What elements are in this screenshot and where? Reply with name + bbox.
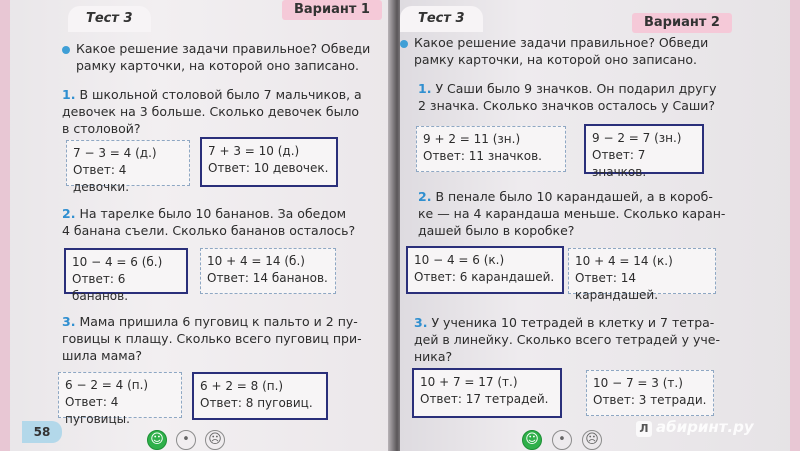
task-3-right: 3. У ученика 10 тетрадей в клетку и 7 тетра- дей в линейку. Сколько всего тетрадей у уче- ника? xyxy=(414,315,720,364)
test-label-right: Тест 3 xyxy=(400,6,483,32)
instructions-left: Какое решение задачи правильное? Обведи рамку карточки, на которой оно записано. xyxy=(62,40,370,74)
watermark: Л абиринт.ру xyxy=(636,418,754,437)
answer-card-circled[interactable]: 9 − 2 = 7 (зн.) Ответ: 7 значков. xyxy=(584,124,704,174)
test-label-left: Тест 3 xyxy=(68,6,151,32)
task-1-left: 1. В школьной столовой было 7 мальчиков, а девочек на 3 больше. Сколько девочек было в столовой? xyxy=(62,87,362,136)
answer-card-circled[interactable]: 7 + 3 = 10 (д.) Ответ: 10 девочек. xyxy=(200,137,338,187)
task-2-right: 2. В пенале было 10 карандашей, а в короб- ке — на 4 карандаша меньше. Сколько каран- дашей было в коробке? xyxy=(418,189,726,238)
smiley-sad-icon[interactable]: ☹ xyxy=(582,430,602,450)
bullet-icon xyxy=(400,40,408,48)
answer-card-circled[interactable]: 10 − 4 = 6 (к.) Ответ: 6 карандашей. xyxy=(406,246,564,294)
variant-label-left: Вариант 1 xyxy=(282,0,382,20)
smiley-sad-icon[interactable]: ☹ xyxy=(205,430,225,450)
answer-card[interactable]: 7 − 3 = 4 (д.) Ответ: 4 девочки. xyxy=(66,140,190,186)
answer-card[interactable]: 6 − 2 = 4 (п.) Ответ: 4 пуговицы. xyxy=(58,372,182,418)
instructions-right: Какое решение задачи правильное? Обведи рамку карточки, на которой оно записано. xyxy=(400,34,708,68)
smiley-neutral-icon[interactable]: • xyxy=(176,430,196,450)
answer-card-circled[interactable]: 6 + 2 = 8 (п.) Ответ: 8 пуговиц. xyxy=(192,372,328,420)
answer-card[interactable]: 10 + 4 = 14 (к.) Ответ: 14 карандашей. xyxy=(568,248,716,294)
right-page xyxy=(400,0,800,451)
task-1-right: 1. У Саши было 9 значков. Он подарил другу 2 значка. Сколько значков осталось у Саши? xyxy=(418,81,717,113)
answer-card-circled[interactable]: 10 + 7 = 17 (т.) Ответ: 17 тетрадей. xyxy=(412,368,562,418)
left-page-border xyxy=(0,0,10,451)
smiley-happy-icon[interactable]: ☺ xyxy=(147,430,167,450)
right-page-border xyxy=(790,0,800,451)
watermark-logo-icon: Л xyxy=(636,421,652,437)
task-3-left: 3. Мама пришила 6 пуговиц к пальто и 2 пу- говицы к плащу. Сколько всего пуговиц при- шила мама? xyxy=(62,314,362,363)
variant-label-right: Вариант 2 xyxy=(632,13,732,33)
answer-card-circled[interactable]: 10 − 4 = 6 (б.) Ответ: 6 бананов. xyxy=(64,248,188,294)
left-page xyxy=(0,0,394,451)
answer-card[interactable]: 10 + 4 = 14 (б.) Ответ: 14 бананов. xyxy=(200,248,336,294)
smiley-happy-icon[interactable]: ☺ xyxy=(522,430,542,450)
task-2-left: 2. На тарелке было 10 бананов. За обедом 4 банана съели. Сколько бананов осталось? xyxy=(62,206,356,238)
answer-card[interactable]: 10 − 7 = 3 (т.) Ответ: 3 тетради. xyxy=(586,370,714,416)
answer-card[interactable]: 9 + 2 = 11 (зн.) Ответ: 11 значков. xyxy=(416,126,566,172)
smiley-neutral-icon[interactable]: • xyxy=(552,430,572,450)
page-number: 58 xyxy=(22,421,62,443)
bullet-icon xyxy=(62,46,70,54)
